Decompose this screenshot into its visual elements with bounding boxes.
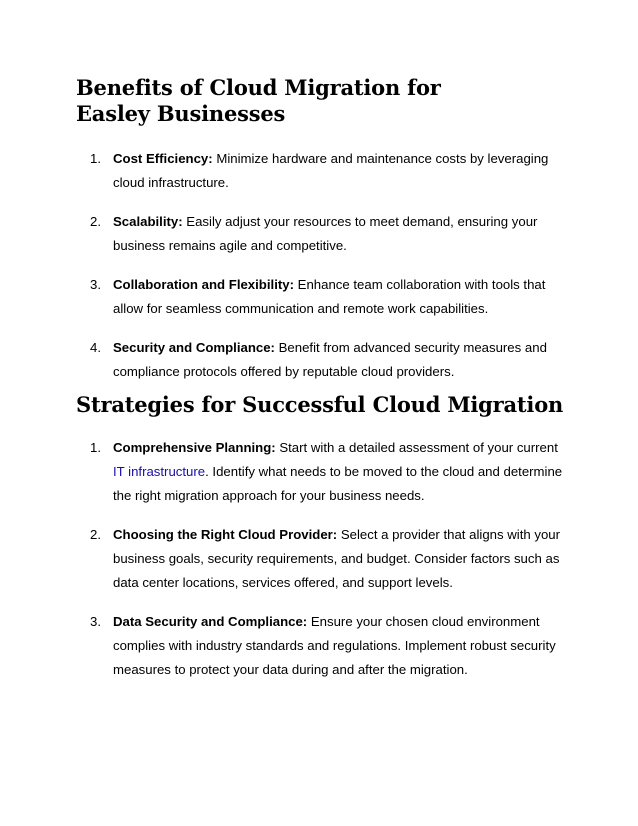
list-item xyxy=(90,147,565,195)
benefit-text: Minimize hardware and maintenance costs by leveraging cloud infrastructure. xyxy=(113,151,549,190)
it-infrastructure-link[interactable]: IT infrastructure xyxy=(113,464,206,479)
strategy-text: Start with a detailed assessment of your current xyxy=(275,440,558,455)
benefit-term: Security and Compliance: xyxy=(113,340,275,355)
list-number: 4. xyxy=(90,340,101,355)
strategy-text: Ensure your chosen cloud environment complies with industry standards and regulations. Implement robust security measures to protect your data during and after the migration. xyxy=(113,614,556,677)
list-item xyxy=(90,436,565,508)
list-item xyxy=(90,523,565,595)
strategy-text: Select a provider that aligns with your business goals, security requirements, and budget. Consider factors such as data center locations, services offered, and support levels. xyxy=(113,527,561,590)
strategies-heading: Strategies for Successful Cloud Migration xyxy=(76,392,564,417)
benefit-term: Collaboration and Flexibility: xyxy=(113,277,294,292)
benefits-list xyxy=(90,147,565,399)
benefit-text: Benefit from advanced security measures and compliance protocols offered by reputable cloud providers. xyxy=(113,340,547,379)
benefit-term: Cost Efficiency: xyxy=(113,151,213,166)
list-number: 3. xyxy=(90,614,101,629)
list-number: 2. xyxy=(90,214,101,229)
benefits-heading: Benefits of Cloud Migration for Easley Businesses xyxy=(76,75,441,126)
benefit-text: Enhance team collaboration with tools that allow for seamless communication and remote work capabilities. xyxy=(113,277,546,316)
list-number: 2. xyxy=(90,527,101,542)
strategies-list xyxy=(90,436,565,697)
list-number: 1. xyxy=(90,151,101,166)
strategy-term: Choosing the Right Cloud Provider: xyxy=(113,527,338,542)
benefit-term: Scalability: xyxy=(113,214,183,229)
list-item xyxy=(90,336,565,384)
list-number: 1. xyxy=(90,440,101,455)
list-number: 3. xyxy=(90,277,101,292)
strategy-term: Comprehensive Planning: xyxy=(113,440,276,455)
benefit-text: Easily adjust your resources to meet demand, ensuring your business remains agile and competitive. xyxy=(113,214,538,253)
list-item xyxy=(90,210,565,258)
list-item xyxy=(90,610,565,682)
list-item xyxy=(90,273,565,321)
strategy-term: Data Security and Compliance: xyxy=(113,614,308,629)
strategy-text: . Identify what needs to be moved to the cloud and determine the right migration approach for your business needs. xyxy=(113,464,563,503)
